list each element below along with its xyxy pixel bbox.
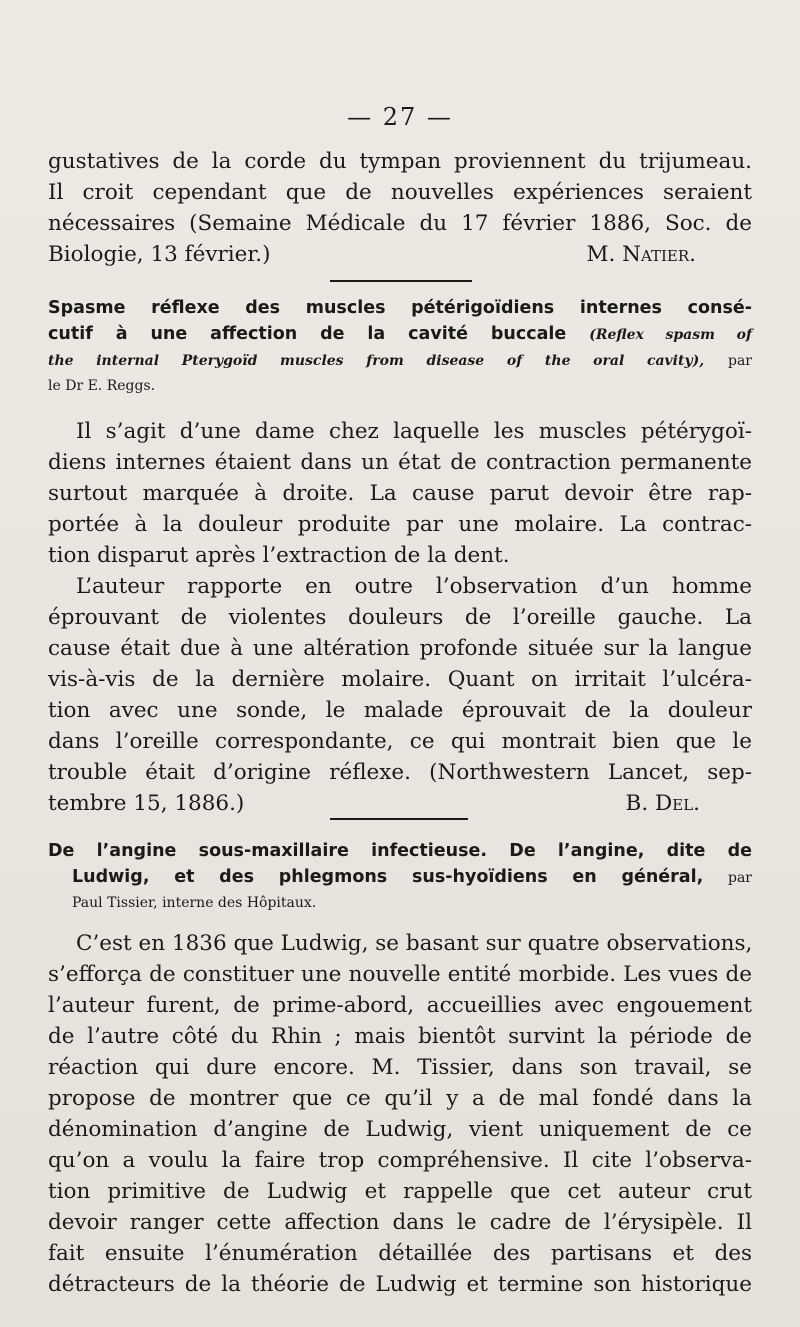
heading-line (48, 321, 752, 347)
text-line: réaction qui dure encore. M. Tissier, dans son travail, se (48, 1055, 752, 1080)
closing-row (48, 788, 752, 819)
article-author: Paul Tissier, interne des Hôpitaux. (72, 895, 317, 911)
text-line: nécessaires (Semaine Médicale du 17 février 1886, Soc. de (48, 211, 752, 236)
text-line: tembre 15, 1886.) (48, 791, 245, 816)
page-number: — 27 — (347, 103, 453, 131)
text-line: portée à la douleur produite par une molaire. La contrac- (48, 512, 752, 537)
text-line: l’auteur furent, de prime-abord, accueillies avec engouement (48, 993, 752, 1018)
text-line: L’auteur rapporte en outre l’observation d’un homme (76, 574, 752, 599)
text-line: éprouvant de violentes douleurs de l’oreille gauche. La (48, 605, 752, 630)
text-line: s’efforça de constituer une nouvelle entité morbide. Les vues de (48, 962, 752, 987)
text-line: trouble était d’origine réflexe. (Northwestern Lancet, sep- (48, 760, 752, 785)
author-signature: B. Del. (625, 791, 700, 816)
text-line: propose de montrer que ce qu’il y a de mal fondé dans la (48, 1086, 752, 1111)
text-line: de l’autre côté du Rhin ; mais bientôt survint la période de (48, 1024, 752, 1049)
article-heading (48, 838, 752, 916)
text-line: dans l’oreille correspondante, ce qui montrait bien que le (48, 729, 752, 754)
text-line: qu’on a voulu la faire trop compréhensive. Il cite l’observa- (48, 1148, 752, 1173)
text-line: C’est en 1836 que Ludwig, se basant sur quatre observations, (76, 931, 753, 956)
text-line: vis-à-vis de la dernière molaire. Quant on irritait l’ulcéra- (48, 667, 752, 692)
article-author: le Dr E. Reggs. (48, 378, 156, 394)
heading-line: De l’angine sous-maxillaire infectieuse. De l’angine, dite de (48, 841, 752, 861)
text-line: cause était due à une altération profonde située sur la langue (48, 636, 752, 661)
article-body (48, 416, 752, 819)
heading-by: par (728, 353, 753, 369)
text-line: surtout marquée à droite. La cause parut devoir être rap- (48, 481, 752, 506)
text-line: fait ensuite l’énumération détaillée des partisans et des (48, 1241, 752, 1266)
text-line: Il s’agit d’une dame chez laquelle les muscles pétérygoï- (76, 419, 752, 444)
text-line: tion primitive de Ludwig et rappelle que cet auteur crut (48, 1179, 752, 1204)
heading-by: par (728, 870, 753, 886)
heading-line: Spasme réflexe des muscles pétérigoïdiens internes consé- (48, 298, 752, 318)
text-line: gustatives de la corde du tympan proviennent du trijumeau. (48, 149, 752, 174)
text-line: diens internes étaient dans un état de contraction permanente (48, 450, 752, 475)
text-line: dénomination d’angine de Ludwig, vient uniquement de ce (48, 1117, 752, 1142)
heading-line (48, 347, 752, 373)
heading-bold-part: Ludwig, et des phlegmons sus-hyoïdiens en général, (72, 867, 704, 887)
closing-row (48, 239, 752, 270)
author-signature: M. Natier. (586, 242, 696, 267)
article-heading (48, 295, 752, 399)
text-line: tion avec une sonde, le malade éprouvait de la douleur (48, 698, 752, 723)
section-divider (330, 280, 472, 282)
text-line: devoir ranger cette affection dans le cadre de l’érysipèle. Il (48, 1210, 752, 1235)
heading-bold-part: cutif à une affection de la cavité buccale (48, 324, 567, 344)
heading-english-title: (Reflex spasm of (589, 327, 753, 343)
text-line: Il croit cependant que de nouvelles expériences seraient (48, 180, 752, 205)
heading-line (48, 864, 752, 890)
text-line: tion disparut après l’extraction de la dent. (48, 543, 510, 568)
heading-english-title: the internal Pterygoïd muscles from disease of the oral cavity), (48, 353, 705, 369)
article-body (48, 928, 752, 1300)
section-divider (330, 818, 468, 820)
text-line: détracteurs de la théorie de Ludwig et termine son historique (48, 1272, 752, 1297)
section-previous-article-end (48, 146, 752, 270)
text-line: Biologie, 13 février.) (48, 242, 271, 267)
